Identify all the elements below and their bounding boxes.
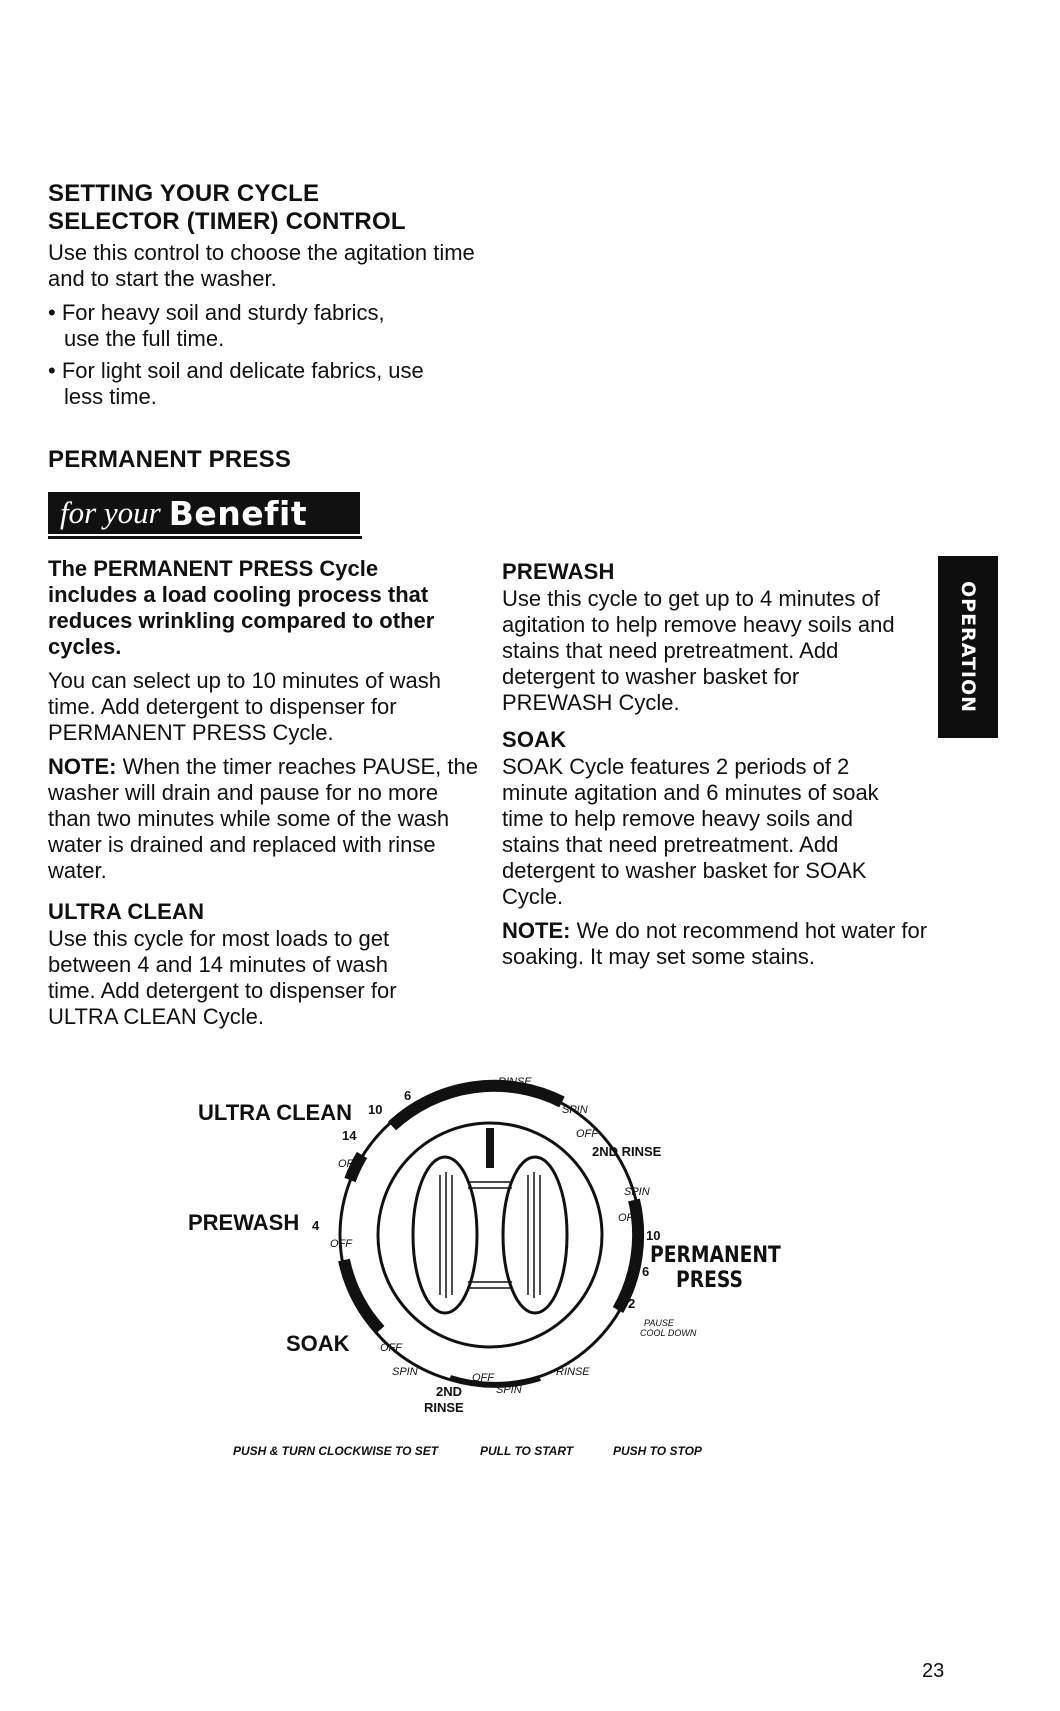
right-column [502, 558, 932, 978]
ultra-clean-heading: ULTRA CLEAN [48, 899, 205, 924]
dial-label-press: PRESS [676, 1268, 743, 1293]
dial-label-off-right: OFF [618, 1212, 640, 1224]
note-label: NOTE: [48, 754, 117, 779]
dial-label-prewash: PREWASH [188, 1210, 300, 1235]
caption-push-to-stop: PUSH TO STOP [613, 1444, 702, 1458]
segment-ultra-clean [392, 1086, 562, 1126]
dial-label-off-upper-left: OFF [338, 1158, 360, 1170]
dial-label-spin-top: SPIN [562, 1104, 588, 1116]
soak-note [502, 918, 932, 970]
soak-note-text: We do not recommend hot water for soaking. It may set some stains. [502, 918, 928, 969]
permanent-press-note [48, 754, 478, 884]
setting-heading-line1: SETTING YOUR CYCLE [48, 180, 320, 207]
prewash-body: Use this cycle to get up to 4 minutes of agitation to help remove heavy soils and stains that need pretreatment. Add detergent to washer basket for PREWASH Cycle. [502, 586, 895, 715]
caption-push-turn: PUSH & TURN CLOCKWISE TO SET [233, 1444, 439, 1458]
dial-label-spin-bottom-left: SPIN [392, 1366, 418, 1378]
operation-side-tab [938, 556, 998, 738]
dial-label-soak: SOAK [286, 1331, 350, 1356]
ultra-clean-body: Use this cycle for most loads to get between 4 and 14 minutes of wash time. Add detergent to dispenser for ULTRA CLEAN Cycle. [48, 926, 397, 1029]
setting-section [48, 180, 478, 416]
dial-label-permanent: PERMANENT [650, 1243, 781, 1268]
dial-label-rinse-top: RINSE [498, 1076, 532, 1088]
dial-label-rinse-bottom-2: RINSE [424, 1400, 464, 1415]
dial-pointer [486, 1128, 494, 1168]
dial-label-spin-bottom: SPIN [496, 1384, 522, 1396]
caption-pull-to-start: PULL TO START [480, 1444, 574, 1458]
dial-label-off-bottom: OFF [472, 1372, 494, 1384]
setting-intro: Use this control to choose the agitation time and to start the washer. [48, 240, 475, 291]
dial-label-pause: PAUSE [644, 1318, 674, 1328]
benefit-rule [48, 536, 362, 539]
note-text: When the timer reaches PAUSE, the washer will drain and pause for no more than two minutes while some of the wash water is drained and replaced with rinse water. [48, 754, 478, 883]
dial-label-spin-right: SPIN [624, 1186, 650, 1198]
prewash-heading: PREWASH [502, 559, 615, 584]
dial-label-2nd-bottom: 2ND [436, 1384, 463, 1399]
dial-label-off-top: OFF [576, 1128, 598, 1140]
dial-num-6: 6 [404, 1088, 412, 1103]
dial-label-2nd-rinse-right: 2ND RINSE [592, 1144, 662, 1159]
benefit-banner-for: for your [60, 495, 161, 530]
page-number: 23 [922, 1660, 945, 1682]
dial-label-cool-down: COOL DOWN [640, 1328, 697, 1338]
permanent-press-lead: The PERMANENT PRESS Cycle includes a load cooling process that reduces wrinkling compared to other cycles. [48, 556, 435, 659]
permanent-press-body: You can select up to 10 minutes of wash time. Add detergent to dispenser for PERMANENT PRESS Cycle. [48, 668, 441, 745]
dial-label-ultra-clean: ULTRA CLEAN [198, 1100, 352, 1125]
soak-body: SOAK Cycle features 2 periods of 2 minute agitation and 6 minutes of soak time to help remove heavy soils and stains that need pretreatment. Add detergent to washer basket for SOAK Cycle. [502, 754, 879, 909]
dial-num-4: 4 [312, 1218, 320, 1233]
dial-num-6-right: 6 [642, 1264, 650, 1279]
dial-num-14: 14 [342, 1128, 357, 1143]
dial-num-2: 2 [628, 1296, 636, 1311]
permanent-press-heading: PERMANENT PRESS [48, 446, 292, 473]
left-column [48, 556, 478, 1038]
dial-label-rinse-bottom: RINSE [556, 1366, 590, 1378]
dial-label-off-left: OFF [330, 1238, 352, 1250]
benefit-banner-benefit: Benefit [168, 493, 308, 533]
segment-bottom [450, 1378, 540, 1385]
operation-side-tab-label: OPERATION [957, 581, 979, 713]
benefit-banner [48, 492, 360, 534]
setting-heading-line2: SELECTOR (TIMER) CONTROL [48, 208, 406, 235]
setting-bullet-2: • For light soil and delicate fabrics, use less time. [48, 358, 424, 409]
setting-bullet-1: • For heavy soil and sturdy fabrics, use the full time. [48, 300, 385, 351]
dial-label-off-soak: OFF [380, 1342, 402, 1354]
soak-heading: SOAK [502, 727, 567, 752]
dial-num-10-left: 10 [368, 1102, 383, 1117]
dial-num-10-right: 10 [646, 1228, 661, 1243]
segment-soak [344, 1260, 380, 1330]
soak-note-label: NOTE: [502, 918, 571, 943]
timer-dial-diagram [300, 1060, 680, 1410]
